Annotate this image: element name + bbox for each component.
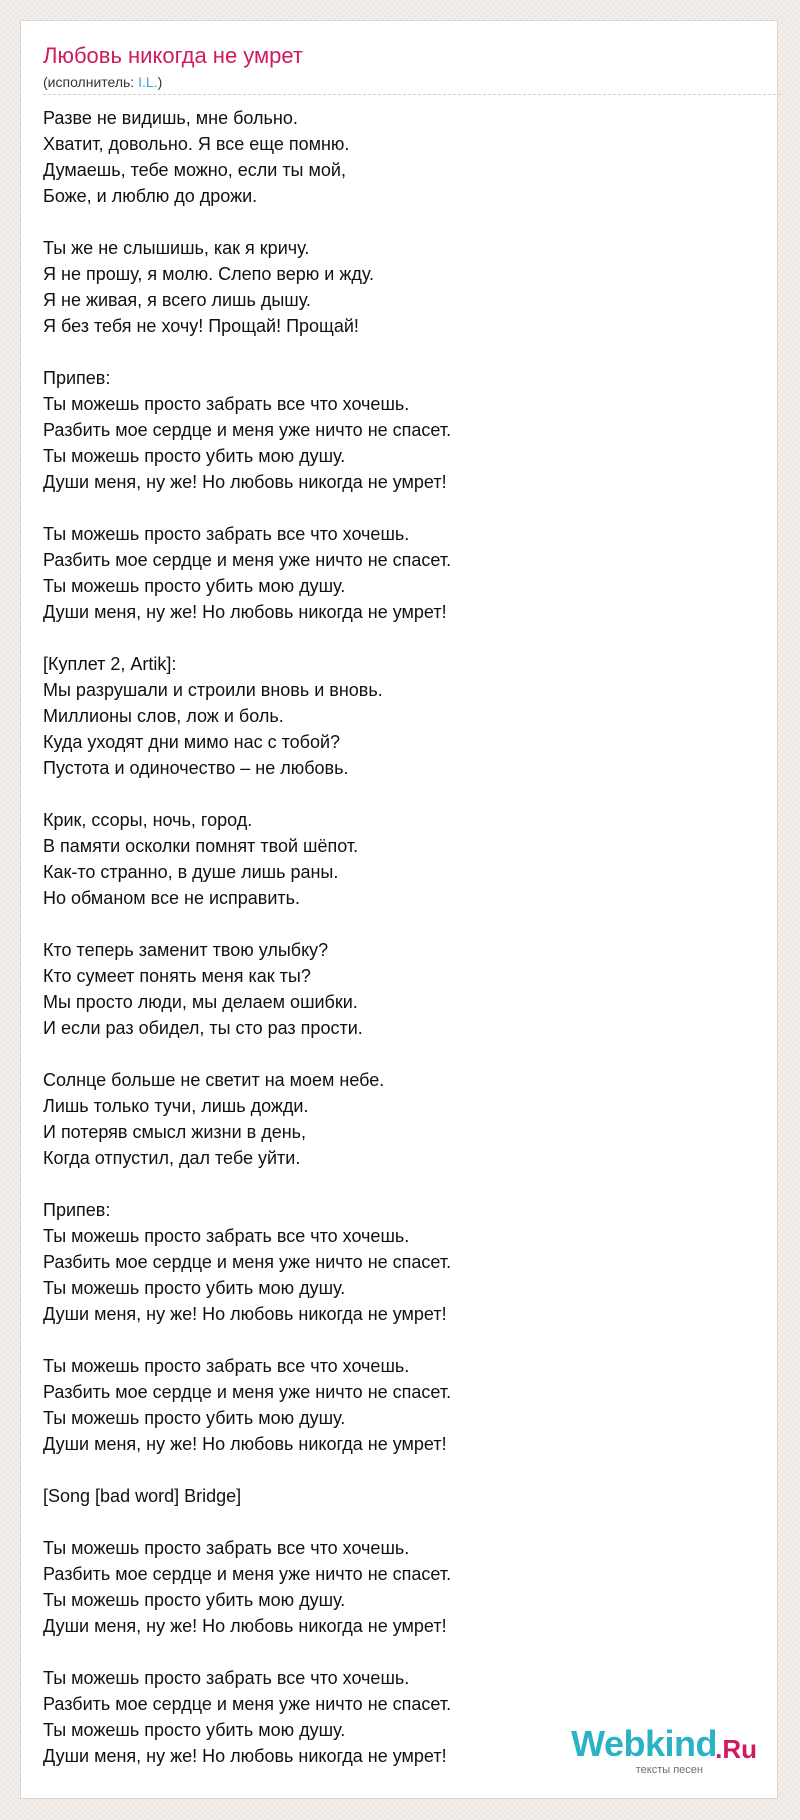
- lyric-blank-line: [43, 625, 773, 651]
- logo-domain: .Ru: [715, 1734, 757, 1764]
- logo-wordmark: Webkind: [571, 1723, 717, 1764]
- lyric-line: Куда уходят дни мимо нас с тобой?: [43, 732, 341, 752]
- lyric-line: Когда отпустил, дал тебе уйти.: [43, 1148, 301, 1168]
- lyric-blank-line: [43, 911, 773, 937]
- lyrics-card: [20, 20, 778, 1799]
- lyric-blank-line: [43, 339, 773, 365]
- lyric-blank-line: [43, 781, 773, 807]
- lyric-line: Мы разрушали и строили вновь и вновь.: [43, 680, 383, 700]
- lyric-line: Ты можешь просто убить мою душу.: [43, 1720, 346, 1740]
- lyric-line: Ты можешь просто забрать все что хочешь.: [43, 1668, 410, 1688]
- lyric-line: Ты можешь просто забрать все что хочешь.: [43, 1356, 410, 1376]
- lyric-line: Лишь только тучи, лишь дожди.: [43, 1096, 309, 1116]
- lyric-line: Припев:: [43, 368, 111, 388]
- lyric-line: Ты можешь просто забрать все что хочешь.: [43, 524, 410, 544]
- lyric-line: Души меня, ну же! Но любовь никогда не умрет!: [43, 1304, 447, 1324]
- lyric-line: [Song [bad word] Bridge]: [43, 1486, 242, 1506]
- lyric-blank-line: [43, 209, 773, 235]
- song-title: Любовь никогда не умрет: [43, 43, 303, 68]
- lyric-line: Ты можешь просто убить мою душу.: [43, 1408, 346, 1428]
- lyric-line: В памяти осколки помнят твой шёпот.: [43, 836, 359, 856]
- lyric-line: Миллионы слов, лож и боль.: [43, 706, 284, 726]
- lyric-line: Припев:: [43, 1200, 111, 1220]
- lyric-line: Ты можешь просто забрать все что хочешь.: [43, 1538, 410, 1558]
- lyric-line: И потеряв смысл жизни в день,: [43, 1122, 307, 1142]
- lyric-line: Солнце больше не светит на моем небе.: [43, 1070, 385, 1090]
- lyric-line: Но обманом все не исправить.: [43, 888, 301, 908]
- lyric-line: Кто сумеет понять меня как ты?: [43, 966, 311, 986]
- artist-line: [43, 73, 162, 91]
- lyric-line: Мы просто люди, мы делаем ошибки.: [43, 992, 358, 1012]
- lyric-blank-line: [43, 495, 773, 521]
- lyric-blank-line: [43, 1327, 773, 1353]
- lyric-blank-line: [43, 1509, 773, 1535]
- lyric-line: Ты можешь просто забрать все что хочешь.: [43, 394, 410, 414]
- lyric-line: Пустота и одиночество – не любовь.: [43, 758, 349, 778]
- lyric-line: [Куплет 2, Artik]:: [43, 654, 177, 674]
- lyric-line: Боже, и люблю до дрожи.: [43, 186, 258, 206]
- lyric-line: Кто теперь заменит твою улыбку?: [43, 940, 329, 960]
- site-logo[interactable]: [557, 1724, 757, 1784]
- lyric-line: Души меня, ну же! Но любовь никогда не умрет!: [43, 472, 447, 492]
- lyric-blank-line: [43, 1457, 773, 1483]
- lyric-line: Хватит, довольно. Я все еще помню.: [43, 134, 350, 154]
- lyric-line: Ты можешь просто убить мою душу.: [43, 1278, 346, 1298]
- artist-link[interactable]: I.L.: [138, 74, 158, 90]
- lyric-line: Ты можешь просто забрать все что хочешь.: [43, 1226, 410, 1246]
- lyric-line: Ты можешь просто убить мою душу.: [43, 446, 346, 466]
- lyric-line: Разбить мое сердце и меня уже ничто не спасет.: [43, 1564, 452, 1584]
- lyric-line: Разбить мое сердце и меня уже ничто не спасет.: [43, 1252, 452, 1272]
- artist-prefix: (исполнитель:: [43, 74, 139, 90]
- lyric-line: Ты можешь просто убить мою душу.: [43, 576, 346, 596]
- lyric-line: Разве не видишь, мне больно.: [43, 108, 298, 128]
- lyric-line: Разбить мое сердце и меня уже ничто не спасет.: [43, 1694, 452, 1714]
- lyric-line: Души меня, ну же! Но любовь никогда не умрет!: [43, 602, 447, 622]
- lyric-blank-line: [43, 1041, 773, 1067]
- lyric-line: Разбить мое сердце и меня уже ничто не спасет.: [43, 550, 452, 570]
- lyric-line: Разбить мое сердце и меня уже ничто не спасет.: [43, 1382, 452, 1402]
- lyric-line: Души меня, ну же! Но любовь никогда не умрет!: [43, 1616, 447, 1636]
- lyric-blank-line: [43, 1639, 773, 1665]
- lyric-line: Как-то странно, в душе лишь раны.: [43, 862, 339, 882]
- lyric-line: Ты можешь просто убить мою душу.: [43, 1590, 346, 1610]
- lyric-line: Я не прошу, я молю. Слепо верю и жду.: [43, 264, 375, 284]
- header-divider: [43, 94, 781, 95]
- artist-suffix: ): [157, 74, 163, 90]
- lyric-line: Думаешь, тебе можно, если ты мой,: [43, 160, 346, 180]
- lyric-line: Я не живая, я всего лишь дышу.: [43, 290, 311, 310]
- lyric-line: Я без тебя не хочу! Прощай! Прощай!: [43, 316, 359, 336]
- lyrics-body: [43, 105, 773, 1769]
- lyric-line: Души меня, ну же! Но любовь никогда не умрет!: [43, 1746, 447, 1766]
- lyric-line: И если раз обидел, ты сто раз прости.: [43, 1018, 363, 1038]
- lyric-line: Разбить мое сердце и меня уже ничто не спасет.: [43, 420, 452, 440]
- lyric-blank-line: [43, 1171, 773, 1197]
- lyric-line: Крик, ссоры, ночь, город.: [43, 810, 253, 830]
- lyric-line: Ты же не слышишь, как я кричу.: [43, 238, 310, 258]
- logo-tagline: тексты песен: [635, 1764, 703, 1776]
- lyric-line: Души меня, ну же! Но любовь никогда не умрет!: [43, 1434, 447, 1454]
